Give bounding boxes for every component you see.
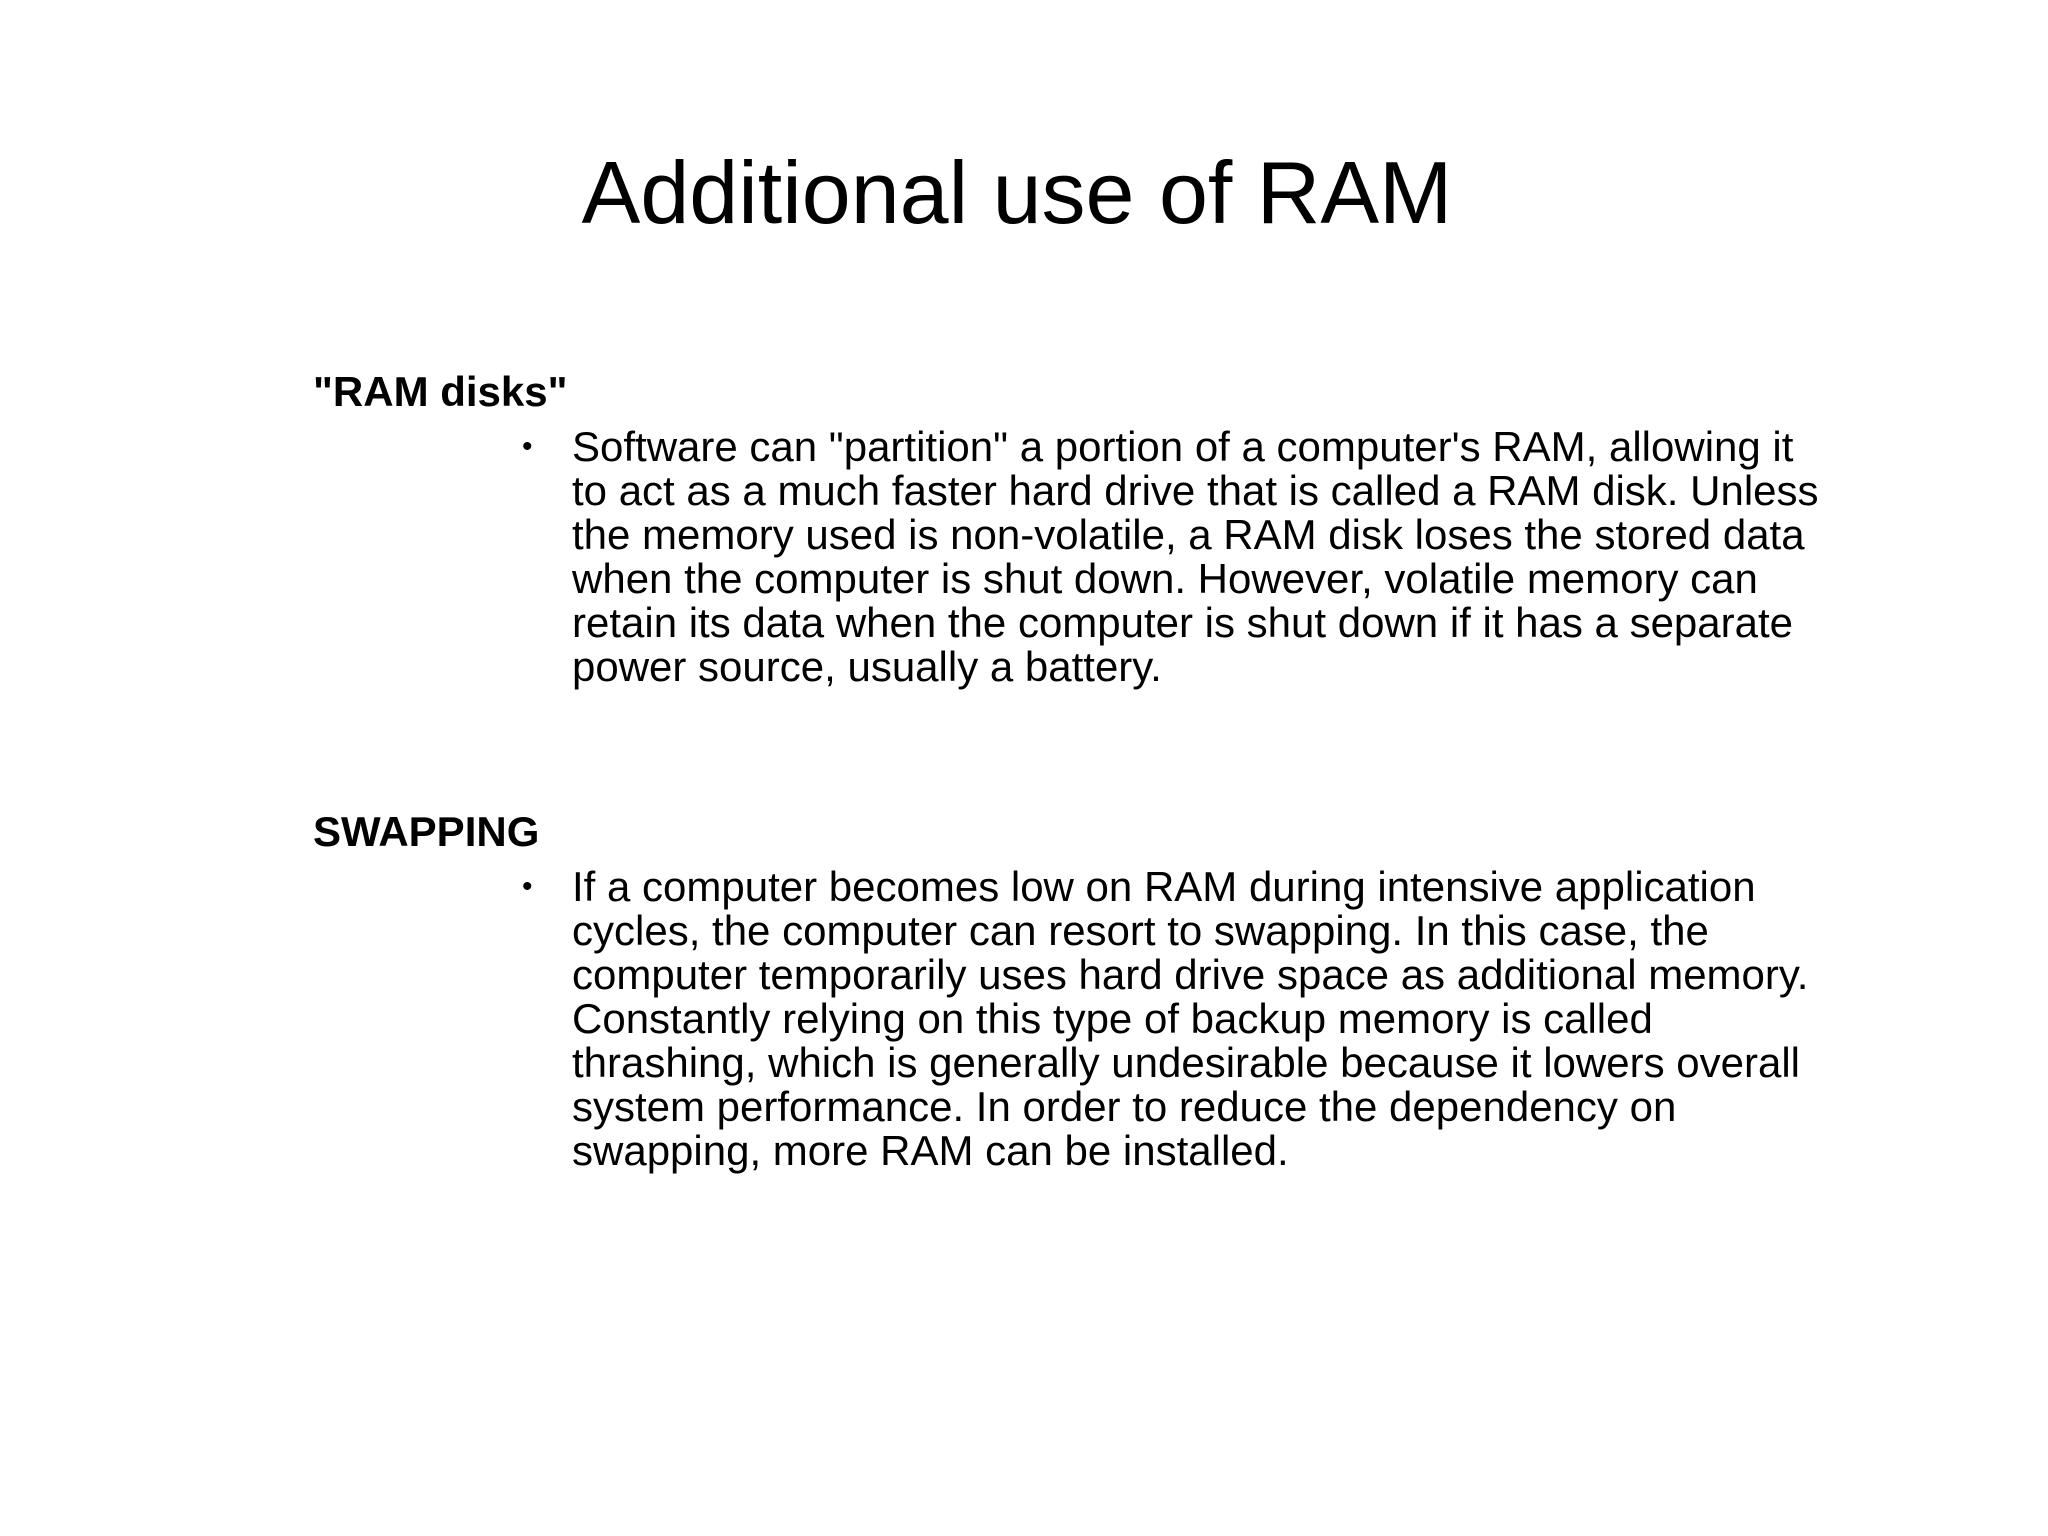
slide-title: Additional use of RAM bbox=[581, 143, 1453, 242]
bullet-line: retain its data when the computer is shut down if it has a separate bbox=[572, 599, 1794, 646]
bullet-line: power source, usually a battery. bbox=[572, 643, 1162, 690]
bullet-line: Software can "partition" a portion of a computer's RAM, allowing it bbox=[572, 423, 1794, 470]
section-heading-ram-disks: "RAM disks" bbox=[313, 368, 568, 415]
bullet-line: to act as a much faster hard drive that is called a RAM disk. Unless bbox=[572, 467, 1819, 514]
bullet-line: when the computer is shut down. However, volatile memory can bbox=[572, 555, 1758, 602]
bullet-text-ram-disks bbox=[572, 425, 1972, 689]
bullet-line: If a computer becomes low on RAM during intensive application bbox=[572, 863, 1756, 910]
bullet-line: computer temporarily uses hard drive space as additional memory. bbox=[572, 951, 1809, 998]
bullet-icon: • bbox=[522, 870, 533, 903]
bullet-line: thrashing, which is generally undesirable because it lowers overall bbox=[572, 1039, 1800, 1086]
bullet-line: system performance. In order to reduce the dependency on bbox=[572, 1083, 1677, 1130]
bullet-line: the memory used is non-volatile, a RAM disk loses the stored data bbox=[572, 511, 1805, 558]
section-heading-swapping: SWAPPING bbox=[313, 808, 540, 855]
bullet-line: Constantly relying on this type of backup memory is called bbox=[572, 995, 1653, 1042]
bullet-swapping bbox=[522, 863, 1972, 1174]
bullet-icon: • bbox=[522, 430, 533, 463]
bullet-line: swapping, more RAM can be installed. bbox=[572, 1127, 1289, 1174]
bullet-text-swapping bbox=[572, 865, 1972, 1173]
bullet-ram-disks bbox=[522, 423, 1972, 690]
bullet-line: cycles, the computer can resort to swapping. In this case, the bbox=[572, 907, 1709, 954]
